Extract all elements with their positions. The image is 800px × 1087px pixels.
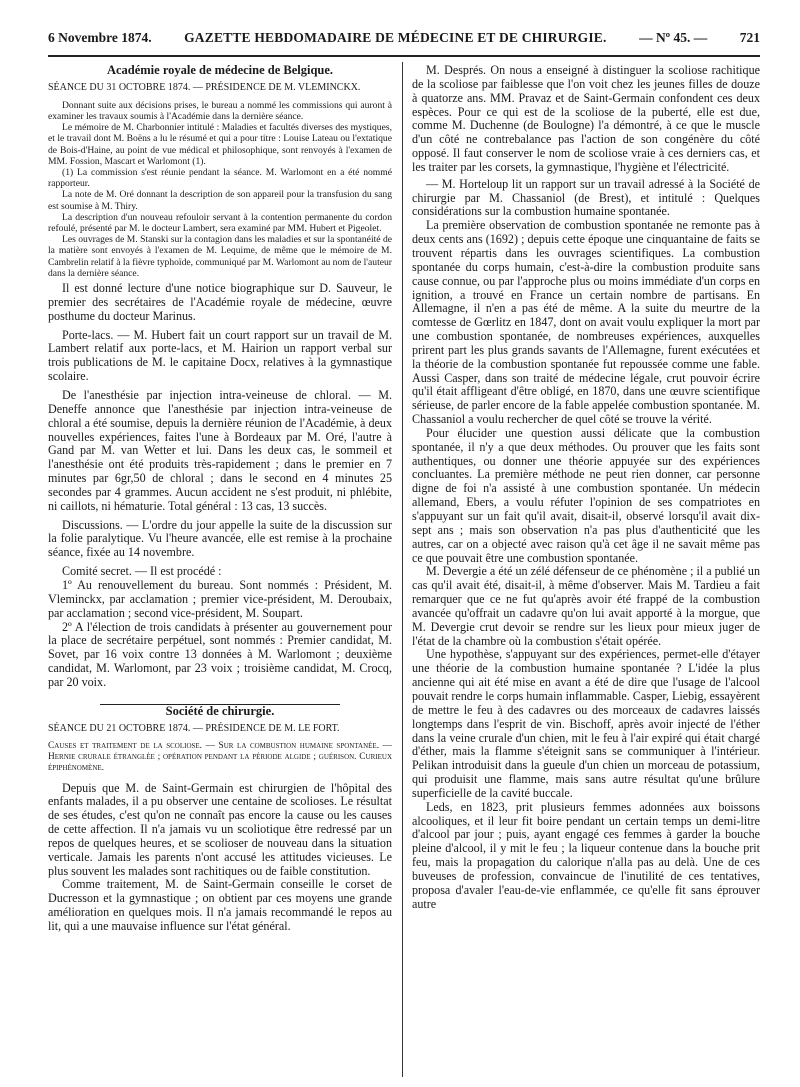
paragraph: La description d'un nouveau refouloir servant à la contention permanente du cordon refoulé, présenté par M. le docteur Lambert, sera examiné par MM. Hubert et Pigeolet. — [48, 211, 392, 235]
paragraph: 1º Au renouvellement du bureau. Sont nommés : Président, M. Vleminckx, par acclamation ; premier vice-président, M. Deroubaix, par acclamation ; second vice-président, M. Soupart. — [48, 577, 392, 620]
paragraph: Il est donné lecture d'une notice biographique sur D. Sauveur, le premier des secrétaires de l'Académie royale de médecine, œuvre posthume du docteur Marinus. — [48, 281, 392, 323]
right-column — [412, 64, 760, 911]
paragraph: Depuis que M. de Saint-Germain est chirurgien de l'hôpital des enfants malades, il a pu observer une centaine de scolioses. Le résultat de ses études, c'est qu'on ne connaît pas encore la cause ou les causes de cette affection. Il n'a jamais vu un scoliotique être redressé par un repos de quelques heures, et se scolioser de nouveau dans la situation verticale. Jamais les parents n'ont accusé les attitudes vicieuses. Le plus souvent les malades sont rachitiques ou de faible constitution. — [48, 780, 392, 878]
paragraph: Les ouvrages de M. Stanski sur la contagion dans les maladies et sur la spontanéité de la matière sont envoyés à l'examen de M. Lequime, de même que le mémoire de M. Cambrelin relatif à la fièvre typhoïde, communiqué par M. Warlomont au nom de l'auteur dans la dernière séance. — [48, 234, 392, 279]
paragraph: Donnant suite aux décisions prises, le bureau a nommé les commissions qui auront à examiner les travaux soumis à l'Académie dans la dernière séance. — [48, 99, 392, 123]
paragraph: De l'anesthésie par injection intra-veineuse de chloral. — M. Deneffe annonce que l'anesthésie par injection intra-veineuse de chloral a été soumise, depuis la dernière réunion de l'Académie, à deux nouvelles expériences, faites l'une à Bordeaux par M. Oré, l'autre à Gand par M. van Wetter et lui. Dans les deux cas, le sommeil et l'anesthésie ont été produits très-rapidement ; dans le premier en 7 minutes par 6gr,50 de chloral ; dans le second en 4 minutes 25 secondes par 4 grammes. Aucun accident ne s'est produit, ni phlébite, ni caillots, ni hématurie. Total général : 13 cas, 13 succès. — [48, 388, 392, 513]
seance-line-societe: SÉANCE DU 21 OCTOBRE 1874. — PRÉSIDENCE DE M. LE FORT. — [48, 722, 340, 734]
paragraph: La première observation de combustion spontanée ne remonte pas à deux cents ans (1692) ; depuis cette époque une cinquantaine de faits se trouvent répartis dans les ouvrages scientifiques. La combustion spontanée du corps humain, c'est-à-dire la combustion produite sans cause connue, ou par l'approche plus ou moins immédiate d'un corps en ignition, a trouvé en France un certain nombre de partisans. En Allemagne, il n'en a pas été de même. A la suite du meurtre de la comtesse de Gœrlitz en 1847, dont on avait voulu expliquer la mort par une combustion spontanée, de nombreuses expériences, auxquelles prirent part les plus grands savants de l'Allemagne, furent exécutées et la théorie de la combustion spontanée fut repoussée comme une fable. Aussi Casper, dans son traité de médecine légale, crut pouvoir écrire qu'il était affligeant d'être obligé, en 1870, dans une œuvre scientifique sérieuse, de parler encore de la fable appelée combustion spontanée. M. Chassaniol a voulu rechercher de quel côté se trouve la vérité. — [412, 218, 760, 427]
paragraph: 2º A l'élection de trois candidats à présenter au gouvernement pour la place de secrétaire perpétuel, sont nommés : Premier candidat, M. Sovet, par 16 voix contre 13 données à M. Warlomont ; deuxième candidat, M. Warlomont, par 23 voix ; troisième candidat, M. Crocq, par 20 voix. — [48, 619, 392, 689]
paragraph: Le mémoire de M. Charbonnier intitulé : Maladies et facultés diverses des mystiques, et le travail dont M. Boëns a lu le résumé et qui a pour titre : Louise Lateau ou l'extatique de Bois-d'Haine, au point de vue médical et philosophique, sont renvoyés à l'examen de MM. Fossion, Mascart et Warlomont (1). — [48, 122, 392, 167]
header-issue: — Nº 45. — — [639, 30, 708, 45]
header-page-number: 721 — [739, 30, 760, 45]
paragraph: Pour élucider une question aussi délicate que la combustion spontanée, il n'y a que deux méthodes. Ou prouver que les faits sont authentiques, ou donner une théorie appuyée sur des expériences concluantes. La première méthode ne peut rien donner, car personne digne de foi n'a assisté à une combustion spontanée. Un médecin allemand, Ebers, a voulu réfuter l'opinion de ses compatriotes en s'appuyant sur un fait qu'il avait, disait-il, observé lorsqu'il avait dix-sept ans ; mais son observation n'a pas plus d'authenticité que les autres, car on a objecté avec raison qu'à cet âge il ne savait même pas ce que pouvait être une combustion spontanée. — [412, 425, 760, 565]
paragraph: M. Després. On nous a enseigné à distinguer la scoliose rachitique de la scoliose par faiblesse que l'on voit chez les jeunes filles de douze à quatorze ans. MM. Pravaz et de Saint-Germain confondent ces deux espèces. Pour ce qui est de la scoliose de la puberté, elle est due, comme M. Duchenne (de Boulogne) l'a démontré, à ce que le muscle d'un côté ne contrebalance pas l'action de son congénère du côté opposé. Il faut conserver le nom de scoliose vraie à ces derniers cas, et les traiter par les corsets, la gymnastique, l'hygiène et l'électricité. — [412, 63, 760, 174]
paragraph: Comité secret. — Il est procédé : — [62, 564, 222, 579]
header-date: 6 Novembre 1874. — [48, 30, 152, 45]
paragraph: Une hypothèse, s'appuyant sur des expériences, permet-elle d'étayer une théorie de la combustion humaine spontanée ? L'idée la plus ancienne qui ait été mise en avant a été de dire que l'usage de l'alcool pouvait rendre le corps humain inflammable. Casper, Liebig, essayèrent de mettre le feu à des cadavres ou des morceaux de cadavres laissés longtemps dans l'esprit de vin. Bischoff, après avoir injecté de l'éther dans la veine crurale d'un chien, mit le feu à l'air expiré qui était chargé d'éther, mais la flamme s'éteignit sans se communiquer à l'intérieur. Pelikan introduisit dans la gueule d'un chien un morceau de potassium, qui produisit une flamme, mais sans autre résultat qu'une brûlure superficielle de la cavité buccale. — [412, 647, 760, 800]
header-rule — [48, 55, 760, 57]
header-journal-title: GAZETTE HEBDOMADAIRE DE MÉDECINE ET DE CHIRURGIE. — [184, 30, 607, 45]
paragraph: Comme traitement, M. de Saint-Germain conseille le corset de Ducresson et la gymnastique ; on obtient par ces moyens une grande amélioration en quelques mois. Il n'a jamais recommandé le repos au lit, qui a une mauvaise influence sur l'état général. — [48, 877, 392, 933]
paragraph: Porte-lacs. — M. Hubert fait un court rapport sur un travail de M. Lambert relatif aux porte-lacs, et M. Hairion un rapport verbal sur trois publications de M. le capitaine Docx, relatives à la gymnastique scolaire. — [48, 327, 392, 384]
paragraph: La note de M. Oré donnant la description de son appareil pour la transfusion du sang est soumise à M. Thiry. — [48, 189, 392, 212]
seance-line-academie: SÉANCE DU 31 OCTOBRE 1874. — PRÉSIDENCE DE M. VLEMINCKX. — [48, 81, 361, 93]
section-title-societe: Société de chirurgie. — [165, 703, 275, 718]
paragraph: M. Devergie a été un zélé défenseur de ce phénomène ; il a publié un cas qu'il avait été, disait-il, à même d'observer. Mais M. Tardieu a fait remarquer que ce ne fut qu'après avoir été frappé de la combustion avancée qu'offrait un cadavre qu'on lui avait apporté à la morgue, que M. Devergie crut devoir se rendre sur les lieux pour mieux juger de l'état de la chambre où la combustion s'était opérée. — [412, 564, 760, 648]
paragraph: — M. Horteloup lit un rapport sur un travail adressé à la Société de chirurgie par M. Chassaniol (de Brest), et intitulé : Quelques considérations sur la combustion humaine spontanée. — [412, 176, 760, 219]
column-divider — [402, 62, 403, 1077]
section-title-academie: Académie royale de médecine de Belgique. — [106, 63, 334, 77]
left-column — [48, 64, 392, 934]
paragraph: Discussions. — L'ordre du jour appelle la suite de la discussion sur la folie paralytique. Vu l'heure avancée, elle est remise à la prochaine séance, fixée au 14 novembre. — [48, 517, 392, 560]
footnote: (1) La commission s'est réunie pendant la séance. M. Warlomont en a été nommé rapporteur. — [48, 167, 392, 190]
section-summary: Causes et traitement de la scoliose. — Sur la combustion humaine spontanée. — Hernie crurale étranglée ; opération pendant la période algide ; guérison. Curieux épiphénomène. — [48, 740, 392, 773]
running-header — [48, 30, 760, 52]
paragraph: Leds, en 1823, prit plusieurs femmes adonnées aux boissons alcooliques, et il leur fit boire pendant un certain temps un demi-litre d'alcool par jour ; puis, ayant engagé ces femmes à garder la bouche pleine d'alcool, il y mit le feu ; la liqueur contenue dans la bouche prit feu, mais la propagation du calorique n'alla pas au delà. Une de ces buveuses de profession, convaincue de l'inutilité de ces tentatives, proposa d'avaler l'eau-de-vie enflammée, ce qu'elle fit sans éprouver autre — [412, 799, 760, 911]
